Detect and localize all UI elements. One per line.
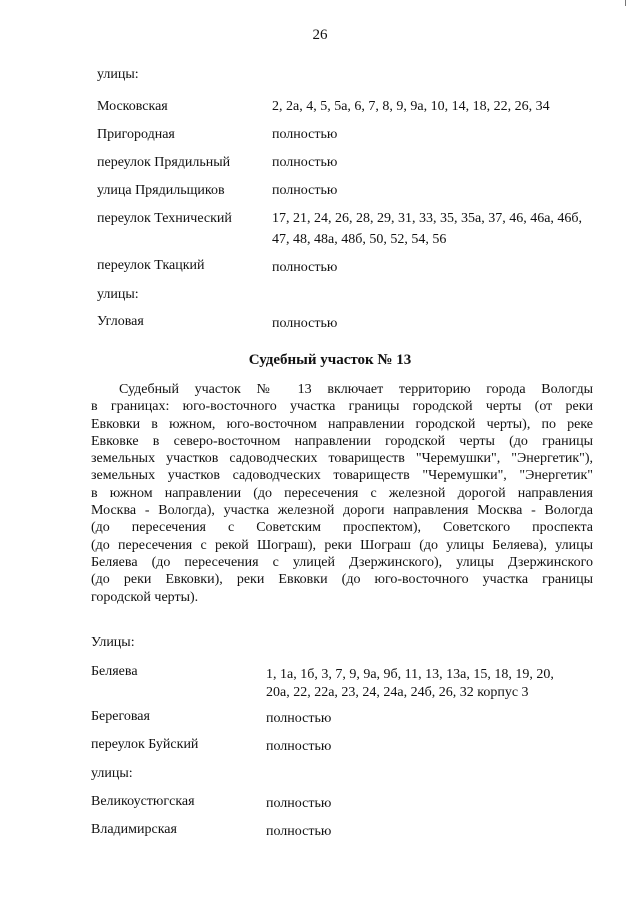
streets-label: улицы:	[97, 287, 139, 302]
corner-scan-mark	[611, 0, 626, 6]
house-numbers: полностью	[266, 824, 332, 839]
street-name: Пригородная	[97, 127, 175, 142]
street-name: улица Прядильщиков	[97, 183, 225, 198]
house-numbers: полностью	[266, 739, 332, 754]
street-name: Московская	[97, 99, 168, 114]
street-name: Угловая	[97, 314, 144, 329]
paragraph-line: Судебный участок № 13 включает территорию города Вологды	[119, 382, 593, 397]
paragraph-line: городской черты).	[91, 589, 199, 605]
paragraph-line: Евковки в южном, юго-восточном направлении городской черты), по реке	[91, 416, 593, 432]
paragraph-line: Москва - Вологда), участка железной дороги направления Москва - Вологда	[91, 503, 593, 519]
house-numbers: полностью	[266, 796, 332, 811]
boundary-description	[91, 381, 593, 606]
house-numbers: 2, 2а, 4, 5, 5а, 6, 7, 8, 9, 9а, 10, 14, 18, 22, 26, 34	[272, 99, 550, 114]
street-name: переулок Прядильный	[97, 155, 231, 170]
house-numbers-line2: 20а, 22, 22а, 23, 24, 24а, 24б, 26, 32 корпус 3	[266, 685, 529, 700]
house-numbers: полностью	[272, 260, 338, 275]
paragraph-line: земельных участков садоводческих товариществ "Черемушки", "Энергетик"),	[91, 451, 593, 467]
house-numbers: полностью	[272, 183, 338, 198]
house-numbers: полностью	[266, 711, 332, 726]
streets-label: Улицы:	[91, 635, 135, 650]
paragraph-line: Беляева (до пересечения с улицей Дзержинского), улицы Дзержинского	[91, 554, 593, 570]
paragraph-line: (до реки Евковки), реки Евковки (до юго-восточного участка границы	[91, 572, 593, 588]
paragraph-line: в южном направлении (до пересечения с железной дорогой направления	[91, 485, 593, 501]
house-numbers-line2: 47, 48, 48а, 48б, 50, 52, 54, 56	[272, 232, 447, 247]
street-name: переулок Буйский	[91, 737, 199, 752]
street-name: Владимирская	[91, 822, 177, 837]
house-numbers: полностью	[272, 155, 338, 170]
paragraph-line: в границах: юго-восточного участка границы городской черты (от реки	[91, 399, 593, 415]
street-name: Береговая	[91, 709, 150, 724]
page-number: 26	[312, 27, 328, 43]
house-numbers: полностью	[272, 316, 338, 331]
paragraph-line: (до пересечения с рекой Шограш), реки Шограш (до улицы Беляева), улицы	[91, 537, 593, 553]
streets-label: улицы:	[97, 67, 139, 82]
paragraph-line: Евковке в северо-восточном направлении городской черты (до границы	[91, 433, 593, 449]
street-name: Великоустюгская	[91, 794, 195, 809]
paragraph-line: земельных участков садоводческих товариществ "Черемушки", "Энергетик"	[91, 468, 593, 484]
street-name: Беляева	[91, 664, 138, 679]
streets-label: улицы:	[91, 766, 133, 781]
street-name: переулок Технический	[97, 211, 232, 226]
street-name: переулок Ткацкий	[97, 258, 205, 273]
paragraph-line: (до пересечения с Советским проспектом), Советского проспекта	[91, 520, 593, 536]
section-heading: Судебный участок № 13	[248, 352, 412, 368]
house-numbers-line1: 17, 21, 24, 26, 28, 29, 31, 33, 35, 35а, 37, 46, 46а, 46б,	[272, 211, 583, 226]
house-numbers: полностью	[272, 127, 338, 142]
house-numbers-line1: 1, 1а, 1б, 3, 7, 9, 9а, 9б, 11, 13, 13а, 15, 18, 19, 20,	[266, 667, 554, 682]
